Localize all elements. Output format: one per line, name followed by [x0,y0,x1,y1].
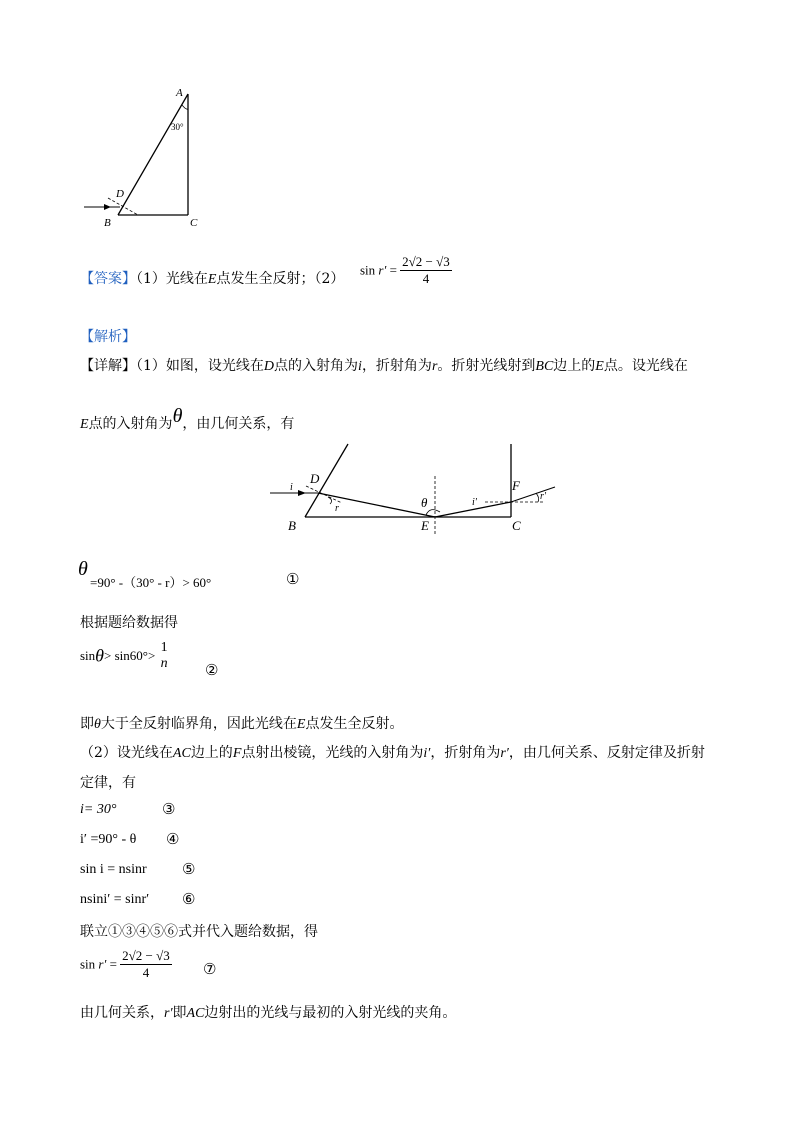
eq2-mark: ② [205,661,219,679]
final-line [80,1002,456,1022]
detail-text-a: （1）如图，设光线在 [136,358,264,374]
combine-text: 联立①③④⑤⑥式并代入题给数据，得 [80,924,318,940]
equation-1 [78,558,88,581]
fig2-label-r: r [335,503,339,514]
concl-c: 点发生全反射。 [305,716,404,732]
eq4-mark: ④ [166,830,180,848]
part2-b: 边上的 [190,745,233,761]
part2-a: （2）设光线在 [80,745,173,761]
detail-line-2 [80,405,294,433]
detail-text-e: 边上的 [553,358,596,374]
answer-line [80,268,344,288]
eq2-num: 1 [160,640,168,655]
eq7-fraction [120,948,172,981]
eq7-eq: = [109,956,117,972]
eq7-rp: r′ [98,956,107,972]
detail-line-1 [80,355,688,375]
eq1-theta: θ [78,558,88,580]
fig2-label-C: C [512,518,521,533]
eq1-mark: ① [286,570,300,588]
final-AC: AC [186,1006,205,1021]
detail-line2-a: 点的入射角为 [88,416,173,432]
eq2-text: > sin60°> [104,648,156,663]
detail-text-d: 。折射光线射到 [437,358,536,374]
eq6-mark: ⑥ [182,890,196,908]
final-b: 即 [172,1005,187,1021]
part2-d: ，折射角为 [430,745,501,761]
equation-1-body [90,572,211,591]
part2-AC: AC [172,746,191,761]
fig2-label-E: E [421,518,429,533]
eq2-den: n [160,656,168,671]
concl-theta: θ [94,717,101,732]
equation-4: i′ =90° - θ [80,832,137,847]
detail-text-b: 点的入射角为 [274,358,359,374]
eq2-fraction [159,640,170,672]
equation-5: sin i = nsinr [80,862,147,877]
final-c: 边射出的光线与最初的入射光线的夹角。 [204,1005,457,1021]
equation-7 [80,948,172,981]
detail-r: r [431,359,438,374]
fig2-label-i: i [290,482,293,493]
final-a: 由几何关系， [80,1005,164,1021]
part2-line-1 [80,742,705,762]
answer-num: 2√2 − √3 [402,254,450,269]
answer-r-prime: r′ [378,262,387,278]
equation-6: nsini′ = sinr′ [80,892,150,907]
detail-line2-b: ，由几何关系，有 [182,416,295,432]
answer-sin: sin [360,262,376,278]
concl-E: E [296,717,306,732]
eq7-den: 4 [142,965,150,980]
answer-den: 4 [422,271,430,286]
answer-formula [360,254,452,287]
angle-30-label: 30° [171,122,184,132]
label-B: B [104,217,111,229]
answer-tag: 【答案】 [80,271,136,287]
fig2-label-D: D [310,471,320,486]
fig2-label-B: B [288,518,296,533]
detail-text-f: 点。设光线在 [603,358,688,374]
equation-3: i= 30° [80,802,117,817]
detail-line2-E: E [80,417,89,432]
part2-rp: r′ [500,746,509,761]
label-C: C [190,217,198,229]
concl-a: 即 [80,716,94,732]
detail-text-c: ，折射角为 [361,358,432,374]
eq7-mark: ⑦ [203,960,217,978]
answer-eq: = [389,262,397,278]
label-D: D [116,188,124,200]
fig2-label-r-prime: r′ [540,491,547,502]
prism-figure-ray-path [260,440,560,540]
detail-BC: BC [535,359,554,374]
eq1-text: =90° -（30° - r）> 60° [90,575,212,590]
part2-ip: i′ [423,746,431,761]
label-A: A [176,87,183,99]
detail-theta: θ [172,405,183,427]
detail-D: D [263,359,275,374]
part2-c: 点射出棱镜，光线的入射角为 [241,745,424,761]
given-text: 根据题给数据得 [80,615,178,631]
prism-figure-top [80,80,220,230]
detail-tag: 【详解】 [80,358,136,374]
conclusion-1 [80,713,403,733]
fig2-label-theta: θ [421,495,428,510]
eq3-mark: ③ [162,800,176,818]
final-rp: r′ [164,1006,173,1021]
part2-line-2: 定律，有 [80,775,136,791]
answer-point-E: E [207,272,217,287]
concl-b: 大于全反射临界角，因此光线在 [100,716,297,732]
detail-E: E [595,359,604,374]
equation-2 [80,640,170,672]
fig2-label-i-prime: i′ [472,497,477,508]
fig2-label-F: F [512,478,520,493]
detail-i: i [358,359,362,374]
eq7-sin: sin [80,956,96,972]
answer-text-1: （1）光线在 [136,271,208,287]
eq2-sin: sin [80,648,96,663]
analysis-tag: 【解析】 [80,329,136,345]
eq7-num: 2√2 − √3 [122,948,170,963]
answer-fraction [400,254,452,287]
part2-e: ，由几何关系、反射定律及折射 [508,745,705,761]
answer-text-2: 点发生全反射；（2） [216,271,345,287]
part2-F: F [232,746,242,761]
eq2-theta: θ [95,645,105,666]
eq5-mark: ⑤ [182,860,196,878]
